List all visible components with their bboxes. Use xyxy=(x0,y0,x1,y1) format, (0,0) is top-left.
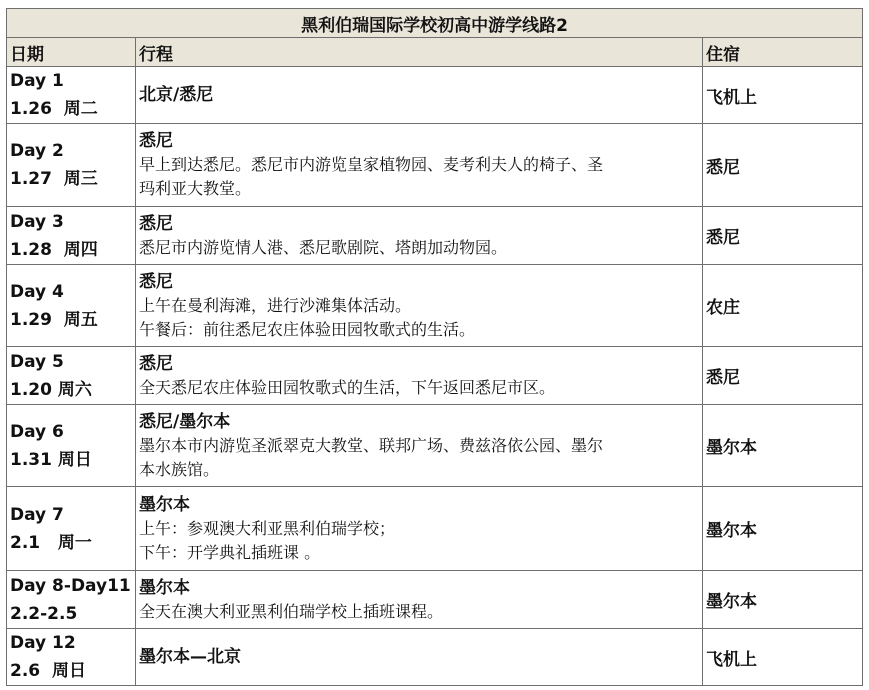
itinerary-cell xyxy=(136,265,703,347)
date-cell xyxy=(7,629,136,686)
itinerary-location: 悉尼 xyxy=(139,213,173,234)
itinerary-location: 悉尼 xyxy=(139,353,173,374)
itinerary-location: 悉尼 xyxy=(139,271,173,292)
itinerary-location: 北京/悉尼 xyxy=(139,85,214,105)
lodging-cell: 农庄 xyxy=(703,265,863,347)
date-cell xyxy=(7,265,136,347)
itinerary-detail-line: 悉尼市内游览情人港、悉尼歌剧院、塔朗加动物园。 xyxy=(139,237,508,257)
itinerary-location: 墨尔本 xyxy=(139,494,190,515)
day-label: Day 12 xyxy=(10,633,76,653)
table-row xyxy=(7,124,863,207)
lodging-cell: 墨尔本 xyxy=(703,571,863,629)
table-row xyxy=(7,405,863,487)
header-row xyxy=(7,38,863,67)
date-label: 1.26 周二 xyxy=(10,99,98,119)
itinerary-table xyxy=(6,8,863,686)
date-label: 2.2-2.5 xyxy=(10,603,78,624)
day-label: Day 4 xyxy=(10,281,64,302)
itinerary-detail-line: 本水族馆。 xyxy=(139,459,220,479)
date-label: 1.29 周五 xyxy=(10,309,98,330)
itinerary-cell xyxy=(136,124,703,207)
lodging-cell: 飞机上 xyxy=(703,629,863,686)
itinerary-cell xyxy=(136,405,703,487)
itinerary-detail-line: 早上到达悉尼。悉尼市内游览皇家植物园、麦考利夫人的椅子、圣 xyxy=(139,155,604,174)
itinerary-detail-line: 午餐后：前往悉尼农庄体验田园牧歌式的生活。 xyxy=(139,319,476,339)
lodging-cell: 悉尼 xyxy=(703,207,863,265)
table-row xyxy=(7,571,863,629)
itinerary-detail-line: 玛利亚大教堂。 xyxy=(139,179,252,198)
itinerary-location: 墨尔本 xyxy=(139,577,190,598)
table-row xyxy=(7,629,863,686)
header-date: 日期 xyxy=(7,38,136,67)
date-cell xyxy=(7,124,136,207)
date-cell xyxy=(7,405,136,487)
title-row xyxy=(7,9,863,38)
header-lodging: 住宿 xyxy=(703,38,863,67)
itinerary-detail-line: 墨尔本市内游览圣派翠克大教堂、联邦广场、费兹洛依公园、墨尔 xyxy=(139,435,604,455)
table-row xyxy=(7,67,863,124)
table-title: 黑利伯瑞国际学校初高中游学线路2 xyxy=(7,9,863,38)
itinerary-detail-line: 全天悉尼农庄体验田园牧歌式的生活，下午返回悉尼市区。 xyxy=(139,377,556,397)
itinerary-cell xyxy=(136,67,703,124)
date-label: 1.20 周六 xyxy=(10,379,92,400)
date-label: 1.27 周三 xyxy=(10,169,98,189)
lodging-cell: 飞机上 xyxy=(703,67,863,124)
table-row xyxy=(7,207,863,265)
lodging-cell: 悉尼 xyxy=(703,124,863,207)
itinerary-cell xyxy=(136,571,703,629)
date-label: 2.1 周一 xyxy=(10,532,92,553)
itinerary-cell xyxy=(136,207,703,265)
table-row xyxy=(7,487,863,571)
lodging-cell: 墨尔本 xyxy=(703,405,863,487)
itinerary-detail-line: 下午：开学典礼插班课 。 xyxy=(139,542,321,562)
day-label: Day 5 xyxy=(10,351,64,372)
itinerary-cell xyxy=(136,347,703,405)
day-label: Day 2 xyxy=(10,141,64,161)
itinerary-detail-line: 全天在澳大利亚黑利伯瑞学校上插班课程。 xyxy=(139,601,444,621)
itinerary-location: 墨尔本—北京 xyxy=(139,647,241,667)
date-label: 1.28 周四 xyxy=(10,239,98,260)
date-label: 1.31 周日 xyxy=(10,449,92,470)
itinerary-location: 悉尼/墨尔本 xyxy=(139,411,231,432)
itinerary-detail-line: 上午在曼利海滩，进行沙滩集体活动。 xyxy=(139,295,412,315)
table-row xyxy=(7,265,863,347)
day-label: Day 8-Day11 xyxy=(10,575,131,596)
date-label: 2.6 周日 xyxy=(10,661,86,681)
date-cell xyxy=(7,207,136,265)
itinerary-cell xyxy=(136,487,703,571)
date-cell xyxy=(7,571,136,629)
day-label: Day 1 xyxy=(10,71,64,91)
date-cell xyxy=(7,487,136,571)
itinerary-location: 悉尼 xyxy=(139,131,173,151)
date-cell xyxy=(7,67,136,124)
day-label: Day 3 xyxy=(10,211,64,232)
header-itinerary: 行程 xyxy=(136,38,703,67)
day-label: Day 6 xyxy=(10,421,64,442)
lodging-cell: 墨尔本 xyxy=(703,487,863,571)
date-cell xyxy=(7,347,136,405)
table-row xyxy=(7,347,863,405)
lodging-cell: 悉尼 xyxy=(703,347,863,405)
itinerary-rows xyxy=(7,67,863,686)
itinerary-detail-line: 上午：参观澳大利亚黑利伯瑞学校； xyxy=(139,518,396,538)
day-label: Day 7 xyxy=(10,504,64,525)
itinerary-cell xyxy=(136,629,703,686)
